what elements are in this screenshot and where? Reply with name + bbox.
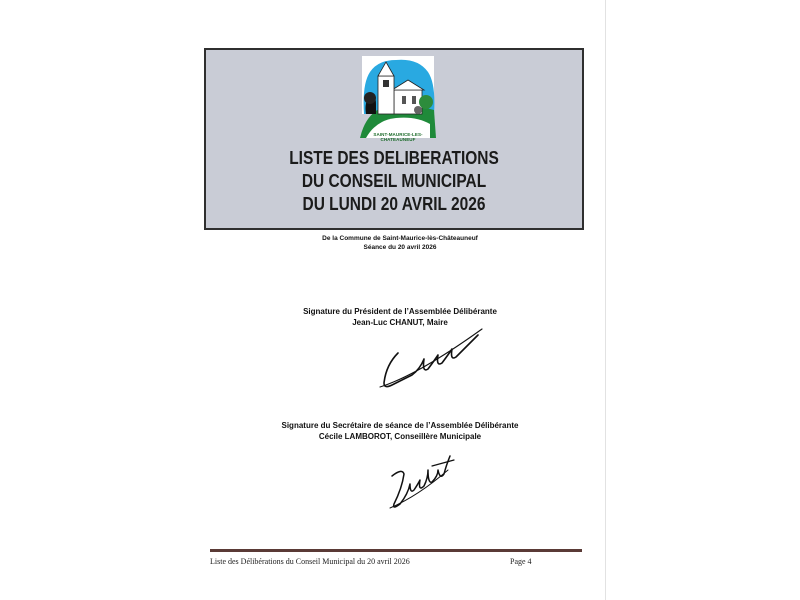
president-role: Signature du Président de l’Assemblée Délibérante (303, 307, 497, 316)
footer-rule (210, 549, 582, 552)
commune-logo (356, 54, 440, 142)
title-line-3: DU LUNDI 20 AVRIL 2026 (302, 194, 486, 214)
secretary-role: Signature du Secrétaire de séance de l’Assemblée Délibérante (281, 421, 519, 430)
president-signature (378, 325, 488, 400)
commune-name: De la Commune de Saint-Maurice-lès-Châteauneuf (322, 235, 478, 242)
logo-caption: SAINT-MAURICE-LES-CHATEAUNEUF (373, 132, 423, 142)
title-line-2: DU CONSEIL MUNICIPAL (301, 171, 487, 191)
footer-title: Liste des Délibérations du Conseil Municipal du 20 avril 2026 (210, 557, 410, 566)
page-edge (605, 0, 606, 600)
secretary-signature-block (200, 420, 600, 442)
commune-info (200, 234, 600, 252)
secretary-signature (388, 450, 458, 519)
title-line-1: LISTE DES DELIBERATIONS (289, 148, 499, 168)
session-date: Séance du 20 avril 2026 (363, 244, 437, 251)
page-number: Page 4 (510, 557, 532, 566)
header-box (204, 48, 584, 230)
page-title (232, 147, 555, 216)
president-name: Jean-Luc CHANUT, Maire (352, 318, 448, 327)
secretary-name: Cécile LAMBOROT, Conseillère Municipale (318, 432, 482, 441)
